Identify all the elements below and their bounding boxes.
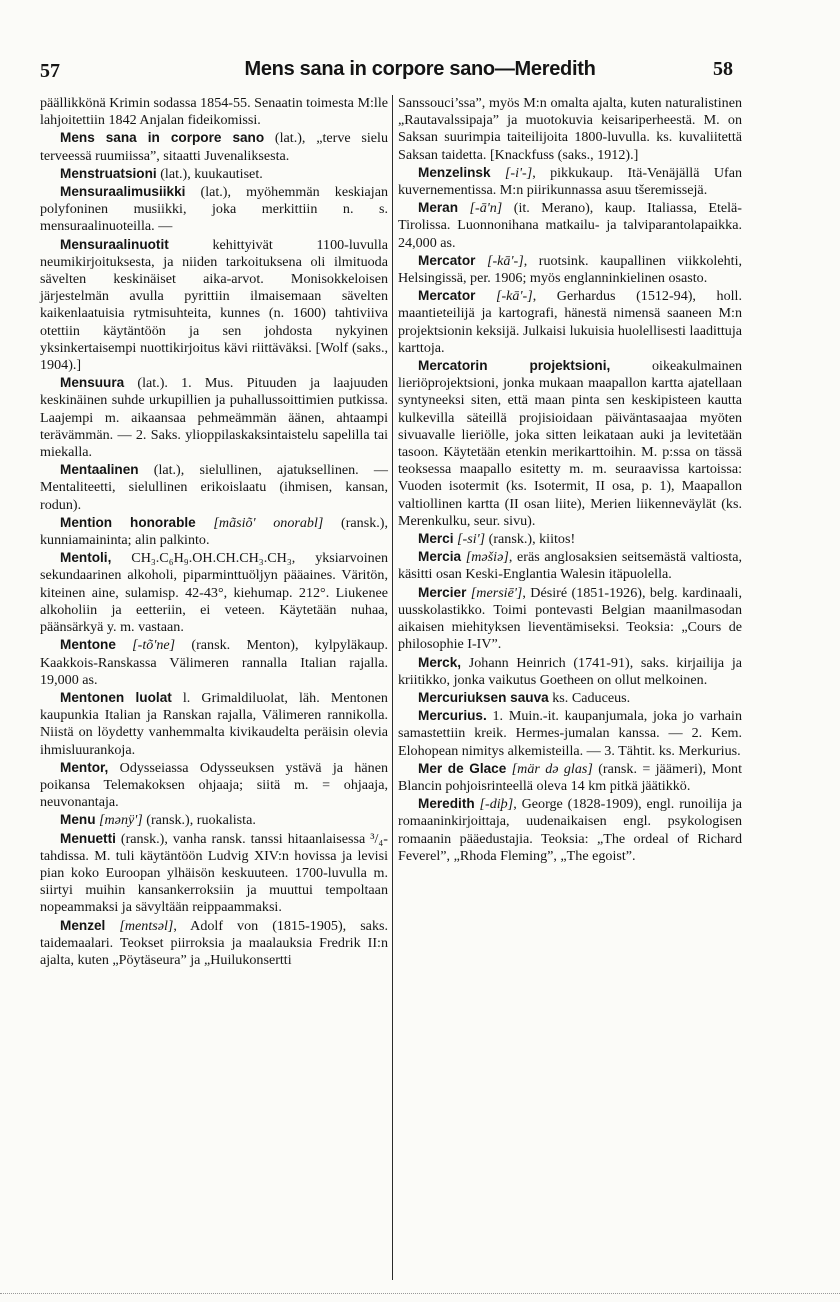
entry-headword: Mercator	[418, 288, 476, 304]
dictionary-entry	[40, 514, 388, 549]
entry-pronunciation: [-tõ'ne]	[115, 637, 176, 654]
dictionary-entry	[398, 199, 742, 252]
entry-headword: Mercia	[418, 549, 462, 565]
entry-text: Sanssouci’ssa”, myös M:n omalta ajalta, kuten naturalistinen „Rautavalssipaja” ja muotokuvia keisariperheestä. M. on Saksan suurimpia taiteilijoita 1800-luvulla. ks. kuvaliitettä Saksan taidetta. [Knackfuss (saks., 1912).]	[398, 95, 742, 163]
page-number-right: 58	[713, 58, 733, 80]
dictionary-entry	[40, 917, 388, 970]
entry-pronunciation: [-kā'-]	[475, 288, 533, 305]
dictionary-entry	[398, 760, 742, 795]
dictionary-entry	[40, 461, 388, 514]
entry-text: Odysseiassa Odysseuksen ystävä ja hänen poikansa Telemakoksen ohjaaja; siitä m. = ohjaaja, neuvonantaja.	[40, 759, 388, 811]
entry-text: (ransk.), kunniamaininta; alin palkinto.	[40, 514, 389, 549]
entry-headword: Menstruatsioni	[60, 165, 157, 181]
dictionary-entry	[40, 636, 388, 689]
entry-pronunciation: [-kā'-]	[475, 252, 524, 269]
entry-headword: Merci	[418, 531, 454, 547]
entry-pronunciation: [məšiə]	[461, 549, 509, 566]
entry-text: (it. Merano), kaup. Italiassa, Etelä-Tirolissa. Luonnonihana matkailu- ja talviparantolapaikka. 24,000 as.	[398, 200, 742, 251]
entry-headword: Menuetti	[60, 830, 116, 846]
dictionary-entry	[40, 759, 388, 812]
dictionary-entry	[40, 129, 388, 164]
entry-text: , Gerhardus (1512-94), holl. maantieteilijä ja kartografi, hänestä nimensä saaneen M:n projektsionin keksijä. Julkaisi lukuisia huolellisesti laadittuja karttoja.	[398, 288, 742, 356]
entry-headword: Meredith	[418, 796, 475, 812]
dictionary-entry	[40, 165, 388, 183]
column-rule	[392, 95, 393, 1280]
entry-text: 1. Muin.-it. kaupanjumala, joka jo varhain samastettiin kreik. Hermes-jumalan kanssa. — 2. Kem. Elohopean nimitys alkemisteilla. — 3. Tähtit. ks. Merkurius.	[398, 708, 742, 759]
entry-headword: Mercurius.	[418, 708, 487, 724]
entry-text: kehittyivät 1100-luvulla neumikirjoituksesta, ja niiden tarkoituksena oli ilmituoda sävelten keskinäiset aika-arvot. Monisokkeloisen järjestelmän avulla pyrittiin ilmaisemaan sävelten kaikenlaatuisia rytmisuhteita, kunnes (n. 1600) tahtiviiva otettiin käytäntöön ja sen johdosta nykyinen yksinkertaisempi nuottikirjoitus kävi riittäväksi. [Wolf (saks., 1904).]	[40, 236, 388, 374]
dictionary-entry	[40, 549, 388, 636]
dictionary-entry	[40, 830, 388, 917]
entry-text: (ransk.), kiitos!	[485, 531, 576, 548]
entry-text: , eräs anglosaksien seitsemästä valtiosta, käsitti osan Keski-Englantia Walesin itäpuolella.	[398, 549, 742, 583]
dictionary-entry	[398, 795, 742, 865]
right-column	[398, 95, 742, 865]
entry-pronunciation: [-diþ]	[474, 796, 514, 813]
entry-headword: Mention honorable	[60, 514, 196, 530]
dictionary-entry	[398, 357, 742, 530]
entry-headword: Mentone	[60, 637, 116, 653]
dictionary-entry	[398, 707, 742, 760]
dictionary-entry	[398, 530, 742, 548]
entry-text: Johann Heinrich (1741-91), saks. kirjailija ja kriitikko, jonka vaikutus Goetheen on ollut melkoinen.	[398, 654, 742, 688]
entry-headword: Mercuriuksen sauva	[418, 689, 549, 705]
entry-headword: Mentaalinen	[60, 462, 139, 478]
entry-headword: Mer de Glace	[418, 760, 507, 776]
dictionary-entry	[398, 164, 742, 199]
left-column	[40, 95, 388, 969]
entry-text: ks. Caduceus.	[548, 689, 631, 706]
entry-text: (ransk.), ruokalista.	[142, 812, 256, 829]
entry-text: (lat.). 1. Mus. Pituuden ja laajuuden keskinäinen suhde urkupillien ja puhallussoittimien putkissa. Laajempi m. aikaansaa pehmeämmän äänen, ahtaampi terävämmän. — 2. Saks. ylioppilaskaksintaistelu sapelilla tai miekalla.	[40, 375, 388, 461]
dictionary-entry	[398, 95, 742, 164]
entry-headword: Mercatorin projektsioni,	[418, 358, 611, 374]
entry-headword: Merck,	[418, 654, 462, 670]
entry-headword: Mensuraalimusiikki	[60, 184, 186, 200]
entry-pronunciation: [mersiē']	[466, 584, 523, 601]
dictionary-entry	[40, 236, 388, 375]
entry-headword: Mensuura	[60, 375, 125, 391]
entry-headword: Mentonen luolat	[60, 689, 172, 705]
entry-text: päällikkönä Krimin sodassa 1854-55. Senaatin toimesta M:lle lahjoitettiin 1842 Anjalan fideikomissi.	[40, 95, 388, 129]
entry-text: (ransk.), vanha ransk. tanssi hitaanlaisessa ³/₄-tahdissa. M. tuli käytäntöön Ludvig XIV:n hovissa ja levisi pian koko Euroopan ylhäisön keskuuteen. 1700-luvulla m. siirtyi muihin kansankerroksiin ja muuttui tempoltaan nopeammaksi ja sävyltään reippaammaksi.	[40, 830, 388, 916]
page-number-left: 57	[40, 60, 60, 82]
entry-text: , ruotsink. kaupallinen viikkolehti, Helsingissä, per. 1906; myös englanninkielinen osasto.	[398, 252, 743, 287]
entry-headword: Mercator	[418, 252, 476, 268]
dictionary-entry	[398, 548, 742, 583]
dictionary-entry	[398, 654, 742, 689]
entry-text: , pikkukaup. Itä-Venäjällä Ufan kuvernementissa. M:n piirikunnassa asuu tšeremissejä.	[398, 164, 742, 199]
entry-headword: Mercier	[418, 584, 467, 600]
running-header	[0, 58, 840, 88]
entry-pronunciation: [mentsəl]	[105, 917, 174, 934]
entry-headword: Menzelinsk	[418, 164, 491, 180]
dictionary-entry	[398, 252, 742, 287]
entry-text: (lat.), myöhemmän keskiajan polyfoninen musiikki, joka merkittiin n. s. mensuraalinuoteilla. —	[40, 184, 388, 235]
entry-headword: Mens sana in corpore sano	[60, 130, 265, 146]
entry-headword: Mentoli,	[60, 550, 112, 566]
entry-headword: Mentor,	[60, 759, 109, 775]
entry-text: , Adolf von (1815-1905), saks. taidemaalari. Teokset piirroksia ja maalauksia Fredrik II:n ajalta, kuten „Pöytäseura” ja „Huilukonsertti	[40, 917, 388, 968]
entry-text: (lat.), „terve sielu terveessä ruumiissa”, sitaatti Juvenaliksesta.	[40, 130, 388, 164]
dictionary-entry	[40, 95, 388, 129]
dictionary-entry	[398, 287, 742, 357]
entry-text: oikeakulmainen lieriöprojektsioni, jonka mukaan maapallon kartta ajatellaan syntyneeksi siten, että maan pinta sen keskipisteen kautta kulkevilla säteillä projisioidaan päiväntasaajaa myöten sivuavalle lieriölle, joka sitten leikataan auki ja levitetään tasoon. Käytetään etenkin merikarttoihin. M. p:ssa on tässä teoksessa maapallo esitetty m. m. seuraavissa kartoissa: Vuoden isotermit (ks. Isotermit, II osa, p. 1), Maapallon valtiollinen kartta (II osan liite), Merien liikenneväylät (ks. Merenkulku, seur. sivu).	[398, 358, 742, 529]
entry-text: (ransk. Menton), kylpyläkaup. Kaakkois-Ranskassa Välimeren rannalla Italian rajalla. 19,000 as.	[40, 637, 388, 688]
entry-pronunciation: [-ā'n]	[458, 200, 503, 217]
entry-text: (lat.), kuukautiset.	[156, 165, 263, 182]
dictionary-entry	[398, 584, 742, 654]
entry-text: l. Grimaldiluolat, läh. Mentonen kaupunkia Italian ja Ranskan rajalla, Välimeren rannikolla. Niistä on löydetty vanhemmalta kivikaudelta peräisin olevia ihmisluurankoja.	[40, 689, 388, 758]
entry-pronunciation: [mənÿ']	[95, 812, 143, 829]
dictionary-entry	[40, 183, 388, 236]
entry-text: (lat.), sielullinen, ajatuksellinen. — Mentaliteetti, sielullinen erikoislaatu (ihmisen, kansan, rodun).	[40, 462, 388, 513]
entry-text: (ransk. = jäämeri), Mont Blancin pohjoisrinteellä oleva 14 km pitkä jäätikkö.	[398, 760, 742, 794]
bottom-rule	[0, 1293, 840, 1294]
entry-text: , Désiré (1851-1926), belg. kardinaali, uusskolastikko. Toimi pontevasti Belgian maanilmasodan aikaisen miehityksen lieventämiseksi. Teoksia: „Cours de philosophie I-IV”.	[398, 584, 742, 653]
entry-pronunciation: [mär də glas]	[506, 760, 593, 777]
entry-headword: Meran	[418, 200, 459, 216]
entry-pronunciation: [-i'-]	[490, 164, 533, 181]
dictionary-entry	[40, 811, 388, 829]
running-title: Mens sana in corpore sano—Meredith	[244, 58, 596, 80]
entry-pronunciation: [mãsiõ' onorabl]	[195, 514, 324, 531]
entry-headword: Menu	[60, 812, 96, 828]
entry-text: , George (1828-1909), engl. runoilija ja romaaninkirjoittaja, uudenaikaisen engl. psykologisen romaanin pääedustajia. Teoksia: „The ordeal of Richard Feverel”, „Rhoda Fleming”, „The egoist”.	[398, 796, 742, 864]
dictionary-entry	[398, 689, 742, 707]
dictionary-entry	[40, 374, 388, 461]
entry-text: CH₃.C₆H₉.OH.CH.CH₃.CH₃, yksiarvoinen sekundaarinen alkoholi, piparminttuöljyn pääaines. Väritön, kiteinen aine, sulamisp. 42-43°, kiehumap. 212°. Liukenee alkoholiin ja eetteriin, ei veteen. Käytetään nuhaa, päänsärkyä y. m. vastaan.	[40, 550, 388, 636]
entry-pronunciation: [-si']	[453, 531, 486, 548]
entry-headword: Menzel	[60, 917, 106, 933]
entry-headword: Mensuraalinuotit	[60, 236, 169, 252]
dictionary-entry	[40, 689, 388, 759]
